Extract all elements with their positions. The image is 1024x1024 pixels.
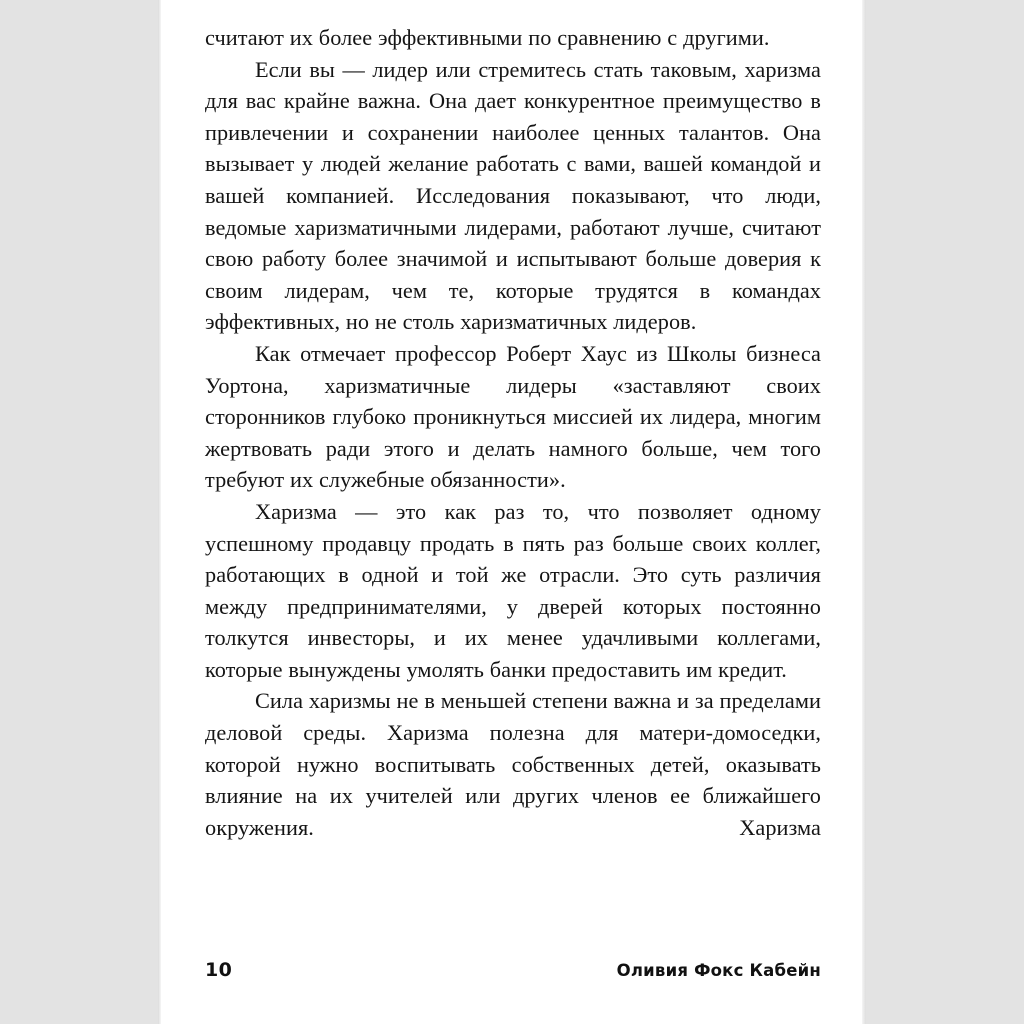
running-head-author: Оливия Фокс Кабейн (616, 961, 821, 980)
paragraph: считают их более эффективными по сравнению с другими. (205, 25, 770, 50)
page-edge-left (158, 0, 161, 1024)
book-page (158, 0, 866, 1024)
paragraph: Сила харизмы не в меньшей степени важна и за пределами деловой среды. Харизма полезна для матери-домоседки, которой нужно воспитывать собственных детей, оказывать влияние на их учителей или других членов ее ближайшего окружения. Харизма (205, 688, 821, 840)
page-edge-right (862, 0, 866, 1024)
body-text-column (205, 22, 821, 843)
page-number: 10 (205, 959, 233, 981)
page-footer (205, 959, 821, 981)
paragraph: Как отмечает профессор Роберт Хаус из Школы бизнеса Уортона, харизматичные лидеры «заставляют своих сторонников глубоко проникнуться миссией их лидера, многим жертвовать ради этого и делать намного больше, чем того требуют их служебные обязанности». (205, 340, 821, 493)
paragraph: Харизма — это как раз то, что позволяет одному успешному продавцу продать в пять раз больше своих коллег, работающих в одной и той же отрасли. Это суть различия между предпринимателями, у дверей которых постоянно толкутся инвесторы, и их менее удачливыми коллегами, которые вынуждены умолять банки предоставить им кредит. (205, 498, 821, 682)
paragraph: Если вы — лидер или стремитесь стать таковым, харизма для вас крайне важна. Она дает конкурентное преимущество в привлечении и сохранении наиболее ценных талантов. Она вызывает у людей желание работать с вами, вашей командой и вашей компанией. Исследования показывают, что люди, ведомые харизматичными лидерами, работают лучше, считают свою работу более значимой и испытывают больше доверия к своим лидерам, чем те, которые трудятся в командах эффективных, но не столь харизматичных лидеров. (205, 56, 821, 335)
